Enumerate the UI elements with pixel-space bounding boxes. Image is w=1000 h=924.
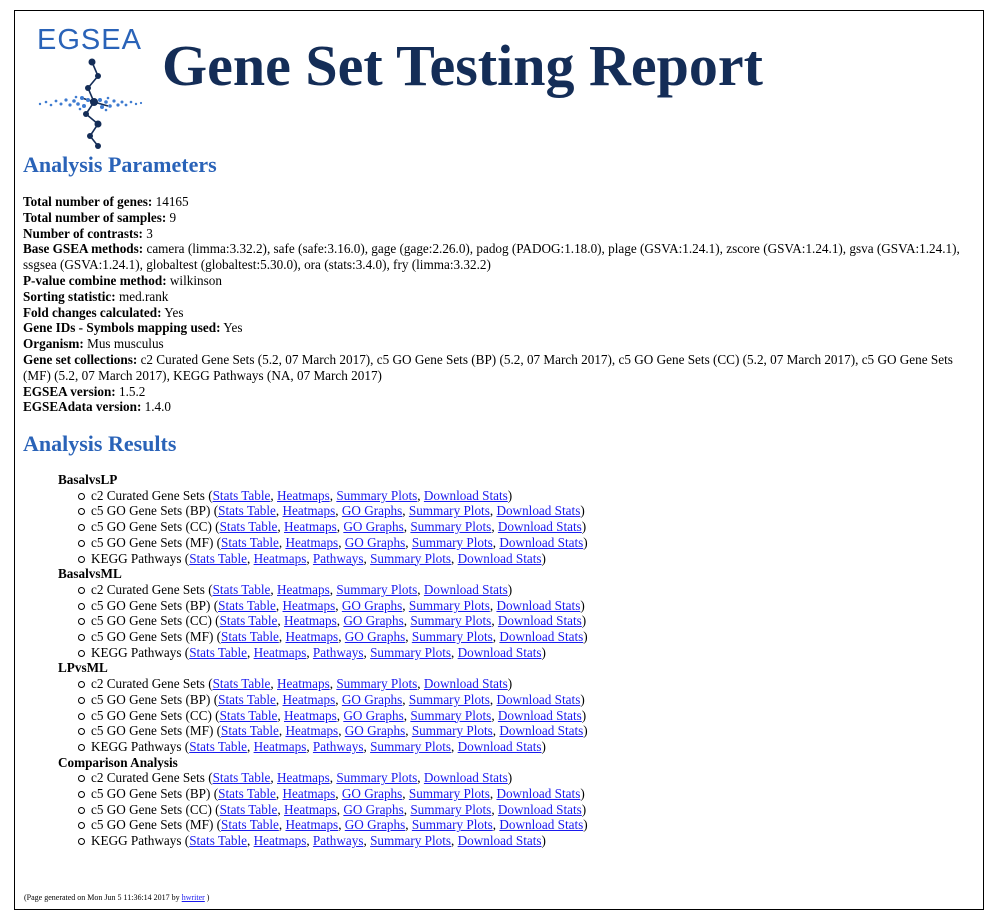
- parameter-row: [23, 289, 983, 305]
- heatmaps-link[interactable]: Heatmaps: [283, 613, 337, 629]
- heatmaps-link[interactable]: Heatmaps: [253, 644, 307, 660]
- collection-name: c5 GO Gene Sets (CC): [91, 613, 212, 629]
- stats-table-link[interactable]: Stats Table: [189, 550, 247, 566]
- parameter-value: 14165: [155, 194, 189, 209]
- analysis-parameters-heading: Analysis Parameters: [23, 152, 217, 177]
- download-stats-link[interactable]: Download Stats: [496, 503, 581, 519]
- network-logo-icon: [36, 58, 146, 150]
- collection-item: KEGG Pathways (Stats Table, Heatmaps, Pathways, Summary Plots, Download Stats): [91, 833, 958, 849]
- parameter-label: Gene IDs - Symbols mapping used:: [23, 320, 221, 336]
- summary-plots-link[interactable]: Summary Plots: [370, 550, 452, 566]
- collection-name: c5 GO Gene Sets (MF): [91, 817, 214, 833]
- stats-table-link[interactable]: Stats Table: [219, 613, 278, 629]
- summary-plots-link[interactable]: Summary Plots: [336, 676, 418, 692]
- parameters-list: [23, 194, 983, 415]
- download-stats-link[interactable]: Download Stats: [496, 597, 581, 613]
- download-stats-link[interactable]: Download Stats: [496, 691, 581, 707]
- parameter-label: Base GSEA methods:: [23, 241, 144, 257]
- stats-table-link[interactable]: Stats Table: [221, 817, 279, 833]
- collection-name: c5 GO Gene Sets (CC): [91, 519, 212, 535]
- go-graphs-link[interactable]: GO Graphs: [344, 534, 406, 550]
- collection-item: c5 GO Gene Sets (CC) (Stats Table, Heatmaps, GO Graphs, Summary Plots, Download Stats): [91, 519, 958, 535]
- collection-name: c5 GO Gene Sets (MF): [91, 629, 214, 645]
- stats-table-link[interactable]: Stats Table: [189, 738, 247, 754]
- parameter-row: [23, 336, 983, 352]
- summary-plots-link[interactable]: Summary Plots: [408, 503, 490, 519]
- parameter-row: [23, 352, 983, 384]
- heatmaps-link[interactable]: Heatmaps: [285, 723, 339, 739]
- stats-table-link[interactable]: Stats Table: [218, 786, 276, 802]
- parameter-row: [23, 384, 983, 400]
- download-stats-link[interactable]: Download Stats: [499, 629, 584, 645]
- pathways-link[interactable]: Pathways: [312, 644, 364, 660]
- heatmaps-link[interactable]: Heatmaps: [277, 770, 330, 786]
- heatmaps-link[interactable]: Heatmaps: [285, 534, 339, 550]
- heatmaps-link[interactable]: Heatmaps: [277, 581, 330, 597]
- report-header: [22, 22, 982, 150]
- collection-list: [58, 488, 958, 567]
- contrast-title: BasalvsML: [58, 566, 122, 582]
- collection-item: KEGG Pathways (Stats Table, Heatmaps, Pathways, Summary Plots, Download Stats): [91, 739, 958, 755]
- contrast-title: BasalvsLP: [58, 472, 118, 487]
- contrast-title: Comparison Analysis: [58, 754, 178, 770]
- heatmaps-link[interactable]: Heatmaps: [283, 801, 337, 817]
- report-title: Gene Set Testing Report: [162, 33, 763, 98]
- summary-plots-link[interactable]: Summary Plots: [408, 786, 490, 802]
- parameter-row: [23, 194, 983, 210]
- hwriter-link[interactable]: hwriter: [181, 893, 205, 902]
- parameter-row: [23, 399, 983, 415]
- collection-item: c5 GO Gene Sets (CC) (Stats Table, Heatmaps, GO Graphs, Summary Plots, Download Stats): [91, 802, 958, 818]
- contrast-title: LPvsML: [58, 660, 108, 676]
- collection-item: c2 Curated Gene Sets (Stats Table, Heatmaps, Summary Plots, Download Stats): [91, 488, 958, 504]
- stats-table-link[interactable]: Stats Table: [221, 723, 279, 739]
- parameter-label: Total number of samples:: [23, 209, 167, 225]
- heatmaps-link[interactable]: Heatmaps: [285, 817, 339, 833]
- parameter-row: [23, 210, 983, 226]
- collection-list: [58, 582, 958, 661]
- summary-plots-link[interactable]: Summary Plots: [370, 644, 452, 660]
- heatmaps-link[interactable]: Heatmaps: [282, 786, 336, 802]
- collection-name: c5 GO Gene Sets (MF): [91, 534, 214, 550]
- stats-table-link[interactable]: Stats Table: [219, 801, 278, 817]
- stats-table-link[interactable]: Stats Table: [218, 597, 276, 613]
- summary-plots-link[interactable]: Summary Plots: [336, 581, 418, 597]
- go-graphs-link[interactable]: GO Graphs: [341, 691, 403, 707]
- collection-name: c5 GO Gene Sets (BP): [91, 597, 211, 613]
- heatmaps-link[interactable]: Heatmaps: [277, 487, 330, 503]
- collection-name: c2 Curated Gene Sets: [91, 487, 205, 503]
- download-stats-link[interactable]: Download Stats: [497, 613, 582, 629]
- parameter-row: [23, 320, 983, 336]
- collection-name: KEGG Pathways: [91, 644, 182, 660]
- go-graphs-link[interactable]: GO Graphs: [344, 629, 406, 645]
- summary-plots-link[interactable]: Summary Plots: [410, 519, 492, 535]
- collection-name: c2 Curated Gene Sets: [91, 581, 205, 597]
- go-graphs-link[interactable]: GO Graphs: [341, 597, 403, 613]
- summary-plots-link[interactable]: Summary Plots: [408, 597, 490, 613]
- collection-name: KEGG Pathways: [91, 738, 182, 754]
- parameter-value: 1.4.0: [144, 399, 172, 415]
- parameter-label: Total number of genes:: [23, 194, 153, 209]
- stats-table-link[interactable]: Stats Table: [212, 676, 271, 692]
- collection-item: c5 GO Gene Sets (CC) (Stats Table, Heatmaps, GO Graphs, Summary Plots, Download Stats): [91, 708, 958, 724]
- parameter-label: Fold changes calculated:: [23, 304, 162, 320]
- heatmaps-link[interactable]: Heatmaps: [253, 550, 307, 566]
- stats-table-link[interactable]: Stats Table: [212, 581, 271, 597]
- go-graphs-link[interactable]: GO Graphs: [344, 817, 406, 833]
- footer-suffix: ): [206, 893, 210, 902]
- download-stats-link[interactable]: Download Stats: [423, 676, 508, 692]
- parameter-label: Gene set collections:: [23, 351, 138, 367]
- parameter-value: Yes: [164, 304, 184, 320]
- go-graphs-link[interactable]: GO Graphs: [343, 707, 404, 723]
- stats-table-link[interactable]: Stats Table: [221, 534, 279, 550]
- download-stats-link[interactable]: Download Stats: [499, 534, 584, 550]
- parameter-row: [23, 241, 983, 273]
- results-list: [58, 472, 958, 849]
- download-stats-link[interactable]: Download Stats: [457, 738, 542, 754]
- stats-table-link[interactable]: Stats Table: [218, 503, 276, 519]
- download-stats-link[interactable]: Download Stats: [497, 519, 582, 535]
- parameter-label: EGSEAdata version:: [23, 399, 142, 415]
- heatmaps-link[interactable]: Heatmaps: [283, 519, 337, 535]
- go-graphs-link[interactable]: GO Graphs: [344, 723, 406, 739]
- summary-plots-link[interactable]: Summary Plots: [411, 629, 493, 645]
- collection-item: c2 Curated Gene Sets (Stats Table, Heatmaps, Summary Plots, Download Stats): [91, 582, 958, 598]
- parameter-value: med.rank: [118, 288, 169, 304]
- collection-item: c5 GO Gene Sets (MF) (Stats Table, Heatmaps, GO Graphs, Summary Plots, Download Stats): [91, 723, 958, 739]
- parameter-label: Organism:: [23, 336, 84, 352]
- go-graphs-link[interactable]: GO Graphs: [343, 801, 404, 817]
- download-stats-link[interactable]: Download Stats: [457, 644, 542, 660]
- stats-table-link[interactable]: Stats Table: [189, 833, 247, 849]
- summary-plots-link[interactable]: Summary Plots: [336, 770, 418, 786]
- collection-item: c5 GO Gene Sets (CC) (Stats Table, Heatmaps, GO Graphs, Summary Plots, Download Stats): [91, 613, 958, 629]
- heatmaps-link[interactable]: Heatmaps: [282, 691, 336, 707]
- download-stats-link[interactable]: Download Stats: [499, 817, 584, 833]
- stats-table-link[interactable]: Stats Table: [212, 487, 271, 503]
- stats-table-link[interactable]: Stats Table: [218, 691, 276, 707]
- summary-plots-link[interactable]: Summary Plots: [410, 613, 492, 629]
- collection-name: c5 GO Gene Sets (BP): [91, 691, 211, 707]
- download-stats-link[interactable]: Download Stats: [423, 581, 508, 597]
- collection-name: c2 Curated Gene Sets: [91, 770, 205, 786]
- stats-table-link[interactable]: Stats Table: [221, 629, 279, 645]
- pathways-link[interactable]: Pathways: [312, 738, 364, 754]
- download-stats-link[interactable]: Download Stats: [499, 723, 584, 739]
- collection-name: c2 Curated Gene Sets: [91, 676, 205, 692]
- pathways-link[interactable]: Pathways: [312, 550, 364, 566]
- heatmaps-link[interactable]: Heatmaps: [282, 503, 336, 519]
- collection-item: c2 Curated Gene Sets (Stats Table, Heatmaps, Summary Plots, Download Stats): [91, 770, 958, 786]
- collection-item: c5 GO Gene Sets (BP) (Stats Table, Heatmaps, GO Graphs, Summary Plots, Download Stats): [91, 503, 958, 519]
- summary-plots-link[interactable]: Summary Plots: [411, 534, 493, 550]
- summary-plots-link[interactable]: Summary Plots: [410, 801, 492, 817]
- collection-name: c5 GO Gene Sets (CC): [91, 707, 212, 723]
- heatmaps-link[interactable]: Heatmaps: [285, 629, 339, 645]
- parameter-value: Yes: [223, 320, 243, 336]
- pathways-link[interactable]: Pathways: [312, 833, 364, 849]
- summary-plots-link[interactable]: Summary Plots: [408, 691, 490, 707]
- download-stats-link[interactable]: Download Stats: [457, 833, 542, 849]
- go-graphs-link[interactable]: GO Graphs: [343, 519, 404, 535]
- parameter-value: wilkinson: [169, 272, 222, 288]
- collection-list: [58, 770, 958, 849]
- summary-plots-link[interactable]: Summary Plots: [370, 738, 452, 754]
- heatmaps-link[interactable]: Heatmaps: [283, 707, 337, 723]
- parameter-label: EGSEA version:: [23, 383, 116, 399]
- heatmaps-link[interactable]: Heatmaps: [282, 597, 336, 613]
- download-stats-link[interactable]: Download Stats: [497, 707, 582, 723]
- analysis-results-heading: Analysis Results: [23, 431, 177, 456]
- parameter-label: Number of contrasts:: [23, 225, 143, 241]
- collection-item: c5 GO Gene Sets (MF) (Stats Table, Heatmaps, GO Graphs, Summary Plots, Download Stats): [91, 817, 958, 833]
- go-graphs-link[interactable]: GO Graphs: [341, 503, 403, 519]
- parameter-value: 3: [146, 225, 153, 241]
- parameter-value: c2 Curated Gene Sets (5.2, 07 March 2017), c5 GO Gene Sets (BP) (5.2, 07 March 2017), c5 GO Gene Sets (CC) (5.2, 07 March 2017), c5 GO Gene Sets (MF) (5.2, 07 March 2017), KEGG Pathways (NA, 07 March 2017): [23, 351, 953, 383]
- summary-plots-link[interactable]: Summary Plots: [411, 723, 493, 739]
- go-graphs-link[interactable]: GO Graphs: [343, 613, 404, 629]
- parameter-row: [23, 273, 983, 289]
- download-stats-link[interactable]: Download Stats: [423, 487, 508, 503]
- parameter-label: P-value combine method:: [23, 272, 167, 288]
- summary-plots-link[interactable]: Summary Plots: [336, 487, 418, 503]
- heatmaps-link[interactable]: Heatmaps: [277, 676, 330, 692]
- parameter-value: Mus musculus: [87, 336, 164, 352]
- egsea-logo: [36, 22, 146, 150]
- collection-item: c2 Curated Gene Sets (Stats Table, Heatmaps, Summary Plots, Download Stats): [91, 676, 958, 692]
- collection-item: c5 GO Gene Sets (MF) (Stats Table, Heatmaps, GO Graphs, Summary Plots, Download Stats): [91, 629, 958, 645]
- summary-plots-link[interactable]: Summary Plots: [411, 817, 493, 833]
- heatmaps-link[interactable]: Heatmaps: [253, 738, 307, 754]
- stats-table-link[interactable]: Stats Table: [212, 770, 271, 786]
- collection-list: [58, 676, 958, 755]
- collection-name: KEGG Pathways: [91, 833, 182, 849]
- collection-item: c5 GO Gene Sets (BP) (Stats Table, Heatmaps, GO Graphs, Summary Plots, Download Stats): [91, 598, 958, 614]
- parameter-value: camera (limma:3.32.2), safe (safe:3.16.0), gage (gage:2.26.0), padog (PADOG:1.18.0), plage (GSVA:1.24.1), zscore (GSVA:1.24.1), gsva (GSVA:1.24.1), ssgsea (GSVA:1.24.1), globaltest (globaltest:5.30.0), ora (stats:3.4.0), fry (limma:3.32.2): [23, 241, 960, 273]
- collection-name: c5 GO Gene Sets (BP): [91, 503, 211, 519]
- page-footer: [24, 893, 209, 902]
- summary-plots-link[interactable]: Summary Plots: [410, 707, 492, 723]
- download-stats-link[interactable]: Download Stats: [457, 550, 542, 566]
- footer-prefix: (Page generated on Mon Jun 5 11:36:14 2017 by: [24, 893, 180, 902]
- parameter-value: 1.5.2: [119, 383, 146, 399]
- collection-name: c5 GO Gene Sets (MF): [91, 723, 214, 739]
- stats-table-link[interactable]: Stats Table: [219, 707, 278, 723]
- parameter-row: [23, 226, 983, 242]
- collection-item: c5 GO Gene Sets (MF) (Stats Table, Heatmaps, GO Graphs, Summary Plots, Download Stats): [91, 535, 958, 551]
- parameter-label: Sorting statistic:: [23, 288, 116, 304]
- parameter-value: 9: [169, 209, 177, 225]
- summary-plots-link[interactable]: Summary Plots: [370, 833, 452, 849]
- collection-item: c5 GO Gene Sets (BP) (Stats Table, Heatmaps, GO Graphs, Summary Plots, Download Stats): [91, 692, 958, 708]
- stats-table-link[interactable]: Stats Table: [219, 519, 278, 535]
- logo-text: EGSEA: [37, 24, 142, 56]
- collection-name: c5 GO Gene Sets (BP): [91, 786, 211, 802]
- download-stats-link[interactable]: Download Stats: [423, 770, 508, 786]
- collection-name: KEGG Pathways: [91, 550, 182, 566]
- collection-item: KEGG Pathways (Stats Table, Heatmaps, Pathways, Summary Plots, Download Stats): [91, 645, 958, 661]
- collection-item: KEGG Pathways (Stats Table, Heatmaps, Pathways, Summary Plots, Download Stats): [91, 551, 958, 567]
- download-stats-link[interactable]: Download Stats: [497, 801, 582, 817]
- download-stats-link[interactable]: Download Stats: [496, 786, 581, 802]
- parameter-row: [23, 305, 983, 321]
- heatmaps-link[interactable]: Heatmaps: [253, 833, 307, 849]
- collection-name: c5 GO Gene Sets (CC): [91, 801, 212, 817]
- collection-item: c5 GO Gene Sets (BP) (Stats Table, Heatmaps, GO Graphs, Summary Plots, Download Stats): [91, 786, 958, 802]
- stats-table-link[interactable]: Stats Table: [189, 644, 247, 660]
- go-graphs-link[interactable]: GO Graphs: [341, 786, 403, 802]
